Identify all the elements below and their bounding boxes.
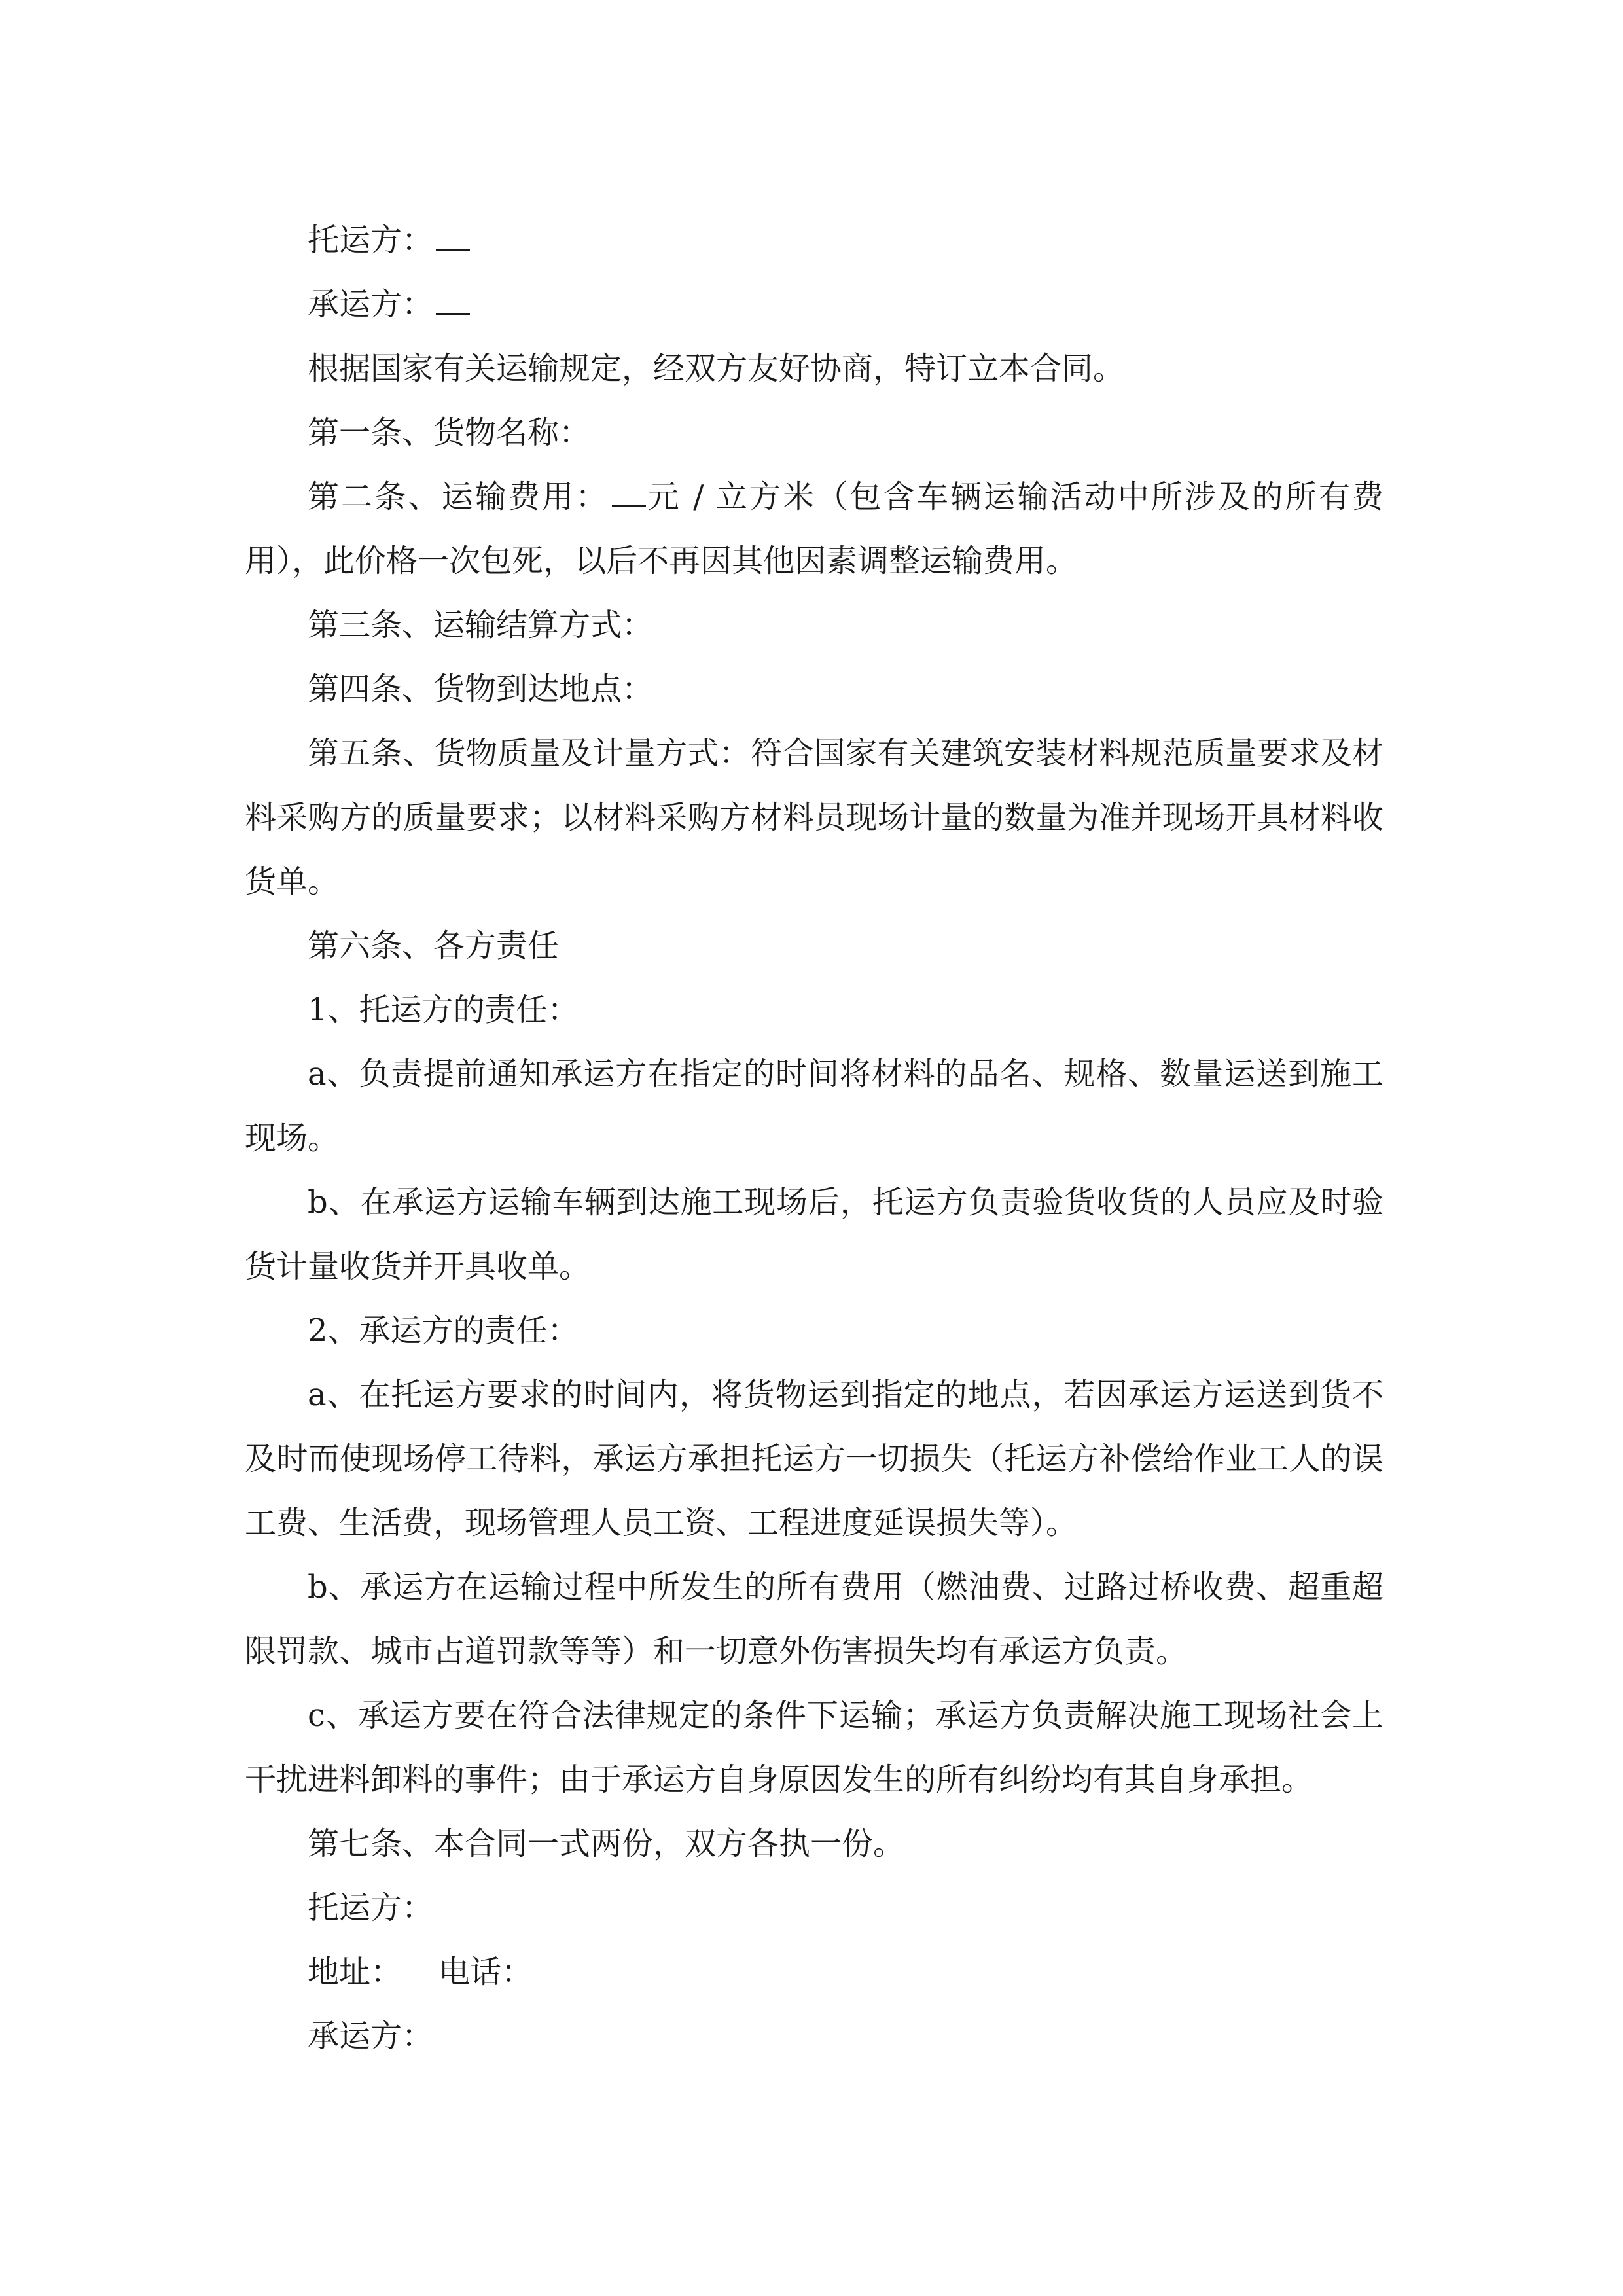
article-6: 第六条、各方责任 [308, 927, 560, 964]
shipper-label: 托运方： [308, 222, 434, 259]
article-2 [245, 465, 1383, 593]
article-1: 第一条、货物名称： [308, 414, 591, 451]
carrier-responsibility-a: a、在托运方要求的时间内，将货物运到指定的地点，若因承运方运送到货不及时而使现场停工待料，承运方承担托运方一切损失（托运方补偿给作业工人的误工费、生活费，现场管理人员工资、工程进度延误损失等）。 [245, 1376, 1383, 1541]
price-blank [612, 479, 646, 507]
intro-paragraph: 根据国家有关运输规定，经双方友好协商，特订立本合同。 [308, 350, 1125, 387]
carrier-responsibility-b: b、承运方在运输过程中所发生的所有费用（燃油费、过路过桥收费、超重超限罚款、城市占道罚款等等）和一切意外伤害损失均有承运方负责。 [245, 1569, 1383, 1670]
signature-contact [245, 1940, 1383, 2004]
shipper-responsibility-title: 1、托运方的责任： [308, 992, 579, 1028]
contract-body [245, 208, 1383, 2068]
carrier-blank [436, 287, 470, 315]
signature-shipper: 托运方： [308, 1890, 434, 1926]
shipper-responsibility-a: a、负责提前通知承运方在指定的时间将材料的品名、规格、数量运送到施工现场。 [245, 1056, 1383, 1157]
carrier-line [245, 272, 1383, 336]
article-5: 第五条、货物质量及计量方式：符合国家有关建筑安装材料规范质量要求及材料采购方的质量要求；以材料采购方材料员现场计量的数量为准并现场开具材料收货单。 [245, 735, 1383, 900]
shipper-blank [436, 223, 470, 251]
article-2-text: 元 / 立方米（包含车辆运输活动中所涉及的所有费用），此价格一次包死，以后不再因其他因素调整运输费用。 [245, 478, 1383, 579]
article-4: 第四条、货物到达地点： [308, 671, 654, 708]
signature-carrier: 承运方： [308, 2018, 434, 2054]
signature-phone-label: 电话： [438, 1954, 533, 1990]
article-3: 第三条、运输结算方式： [308, 607, 654, 643]
shipper-line [245, 208, 1383, 272]
carrier-responsibility-title: 2、承运方的责任： [308, 1312, 579, 1349]
shipper-responsibility-b: b、在承运方运输车辆到达施工现场后，托运方负责验货收货的人员应及时验货计量收货并开具收单。 [245, 1184, 1383, 1285]
article-2-prefix: 第二条、运输费用： [308, 478, 609, 515]
signature-address-label: 地址： [308, 1954, 402, 1990]
carrier-responsibility-c: c、承运方要在符合法律规定的条件下运输；承运方负责解决施工现场社会上干扰进料卸料的事件；由于承运方自身原因发生的所有纠纷均有其自身承担。 [245, 1697, 1383, 1798]
article-7: 第七条、本合同一式两份，双方各执一份。 [308, 1825, 905, 1862]
carrier-label: 承运方： [308, 286, 434, 323]
